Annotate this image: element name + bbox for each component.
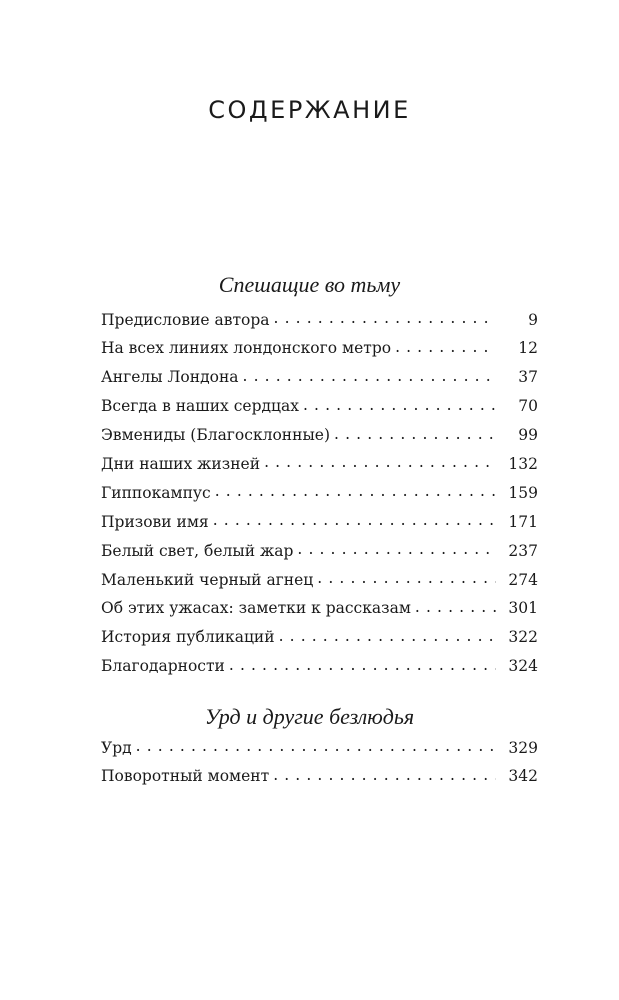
- dot-leader: [264, 453, 496, 469]
- toc-entry-page: 274: [508, 570, 538, 589]
- toc-entry-page: 301: [508, 599, 538, 618]
- toc-entry[interactable]: [101, 540, 538, 569]
- toc-entry[interactable]: [101, 482, 538, 511]
- dot-leader: [317, 569, 496, 585]
- toc-entry-page: 237: [508, 541, 538, 560]
- toc-entry-title: Призови имя: [101, 512, 209, 531]
- toc-entry-page: 324: [508, 657, 538, 676]
- toc-entry[interactable]: [101, 569, 538, 598]
- toc-entry-title: Всегда в наших сердцах: [101, 397, 299, 416]
- dot-leader: [273, 766, 496, 782]
- dot-leader: [274, 309, 496, 325]
- toc-entry[interactable]: [101, 425, 538, 454]
- toc-entry[interactable]: [101, 656, 538, 685]
- toc-entry-title: Гиппокампус: [101, 483, 211, 502]
- dot-leader: [279, 627, 496, 643]
- toc-entry-title: Об этих ужасах: заметки к рассказам: [101, 599, 411, 618]
- dot-leader: [243, 367, 496, 383]
- toc-entry-title: На всех линиях лондонского метро: [101, 339, 392, 358]
- dot-leader: [334, 425, 496, 441]
- toc-entry-page: 329: [508, 738, 538, 757]
- toc-entry-title: Благодарности: [101, 657, 225, 676]
- toc-entry[interactable]: [101, 627, 538, 656]
- toc-entry[interactable]: [101, 766, 538, 795]
- toc-entry-page: 159: [508, 483, 538, 502]
- toc-entry-page: 171: [508, 512, 538, 531]
- toc-entry[interactable]: [101, 453, 538, 482]
- dot-leader: [229, 656, 496, 672]
- toc-entry-page: 322: [508, 628, 538, 647]
- dot-leader: [215, 482, 496, 498]
- dot-leader: [136, 737, 496, 753]
- toc-entry-title: Эвмениды (Благосклонные): [101, 426, 331, 445]
- toc-entry-title: История публикаций: [101, 628, 275, 647]
- toc-entry[interactable]: [101, 598, 538, 627]
- toc-entry-title: Белый свет, белый жар: [101, 541, 294, 560]
- toc-entry[interactable]: [101, 367, 538, 396]
- dot-leader: [213, 511, 496, 527]
- toc-entry-page: 132: [508, 454, 538, 473]
- toc-list: [101, 309, 538, 685]
- dot-leader: [415, 598, 496, 614]
- toc-entry-title: Поворотный момент: [101, 767, 270, 786]
- toc-entry-title: Ангелы Лондона: [101, 368, 239, 387]
- toc-entry-page: 70: [518, 397, 538, 416]
- toc-entry[interactable]: [101, 737, 538, 766]
- toc-list: [101, 737, 538, 795]
- section-heading: Спешащие во тьму: [218, 272, 401, 297]
- dot-leader: [297, 540, 496, 556]
- toc-entry-page: 37: [518, 368, 538, 387]
- toc-entry[interactable]: [101, 396, 538, 425]
- toc-entry-title: Урд: [101, 738, 132, 757]
- toc-entry-page: 12: [518, 339, 538, 358]
- dot-leader: [303, 396, 496, 412]
- dot-leader: [395, 338, 496, 354]
- page-title: СОДЕРЖАНИЕ: [208, 96, 411, 125]
- section-heading: Урд и другие безлюдья: [204, 704, 415, 729]
- toc-entry-title: Дни наших жизней: [101, 454, 261, 473]
- toc-entry-page: 342: [508, 767, 538, 786]
- toc-entry-title: Предисловие автора: [101, 310, 270, 329]
- toc-entry[interactable]: [101, 338, 538, 367]
- toc-entry-title: Маленький черный агнец: [101, 570, 314, 589]
- toc-entry[interactable]: [101, 511, 538, 540]
- toc-entry[interactable]: [101, 309, 538, 338]
- toc-entry-page: 9: [528, 310, 538, 329]
- toc-entry-page: 99: [518, 426, 538, 445]
